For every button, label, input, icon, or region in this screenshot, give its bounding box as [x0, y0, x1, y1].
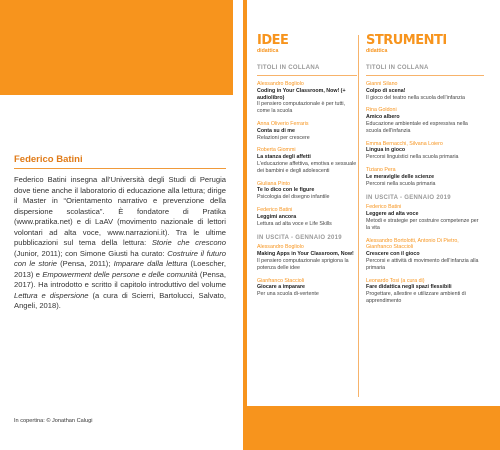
book-subtitle: Percorsi nella scuola primaria	[366, 180, 436, 187]
book-author: Leonardo Tosi (a cura di)	[366, 277, 425, 284]
book-title: Giocare a imparare	[257, 284, 305, 291]
bio-fragment: Storie che crescono	[151, 238, 226, 247]
book-subtitle: L’educazione affettiva, emotiva e sessuale dei bambini e degli adolescenti	[257, 160, 357, 174]
series-subtitle: didattica	[366, 48, 388, 54]
author-divider	[14, 168, 226, 169]
book-subtitle: Metodi e strategie per costruire competenze per la vita	[366, 217, 479, 231]
book-subtitle: Percorsi e attività di movimento dell’infanzia alla primaria	[366, 257, 479, 271]
book-subtitle: Il pensiero computazionale sprigiona la potenza delle idee	[257, 257, 349, 271]
book-entry	[366, 141, 484, 161]
book-author: Gianni Silano	[366, 81, 398, 87]
book-entry	[257, 181, 357, 201]
book-entry	[366, 278, 484, 305]
series-title: STRUMENTI	[366, 33, 447, 48]
orange-panel-top-left	[0, 0, 233, 95]
bio-fragment: (Loescher, 2013) e	[14, 259, 227, 279]
book-entry	[366, 238, 484, 272]
book-title: Crescere con il gioco	[366, 251, 420, 258]
book-subtitle: Educazione ambientale ed espressiva nella scuola dell’infanzia	[366, 120, 468, 134]
book-title: Colpo di scena!	[366, 87, 406, 94]
bio-fragment: (Pensa, 2011);	[57, 259, 114, 268]
strumenti-column	[366, 35, 484, 311]
book-subtitle: Per una scuola di-vertente	[257, 291, 319, 298]
book-entry	[366, 204, 484, 231]
author-bio	[14, 175, 226, 312]
book-entry	[257, 81, 357, 115]
column-divider	[358, 35, 359, 397]
section-heading: TITOLI IN COLLANA	[257, 65, 357, 76]
book-entry	[366, 81, 484, 101]
book-title: La stanza degli affetti	[257, 154, 311, 161]
book-title: Making Apps in Your Classroom, Now!	[257, 251, 354, 258]
book-subtitle: Progettare, allestire e utilizzare ambienti di apprendimento	[366, 291, 466, 304]
book-entry	[257, 207, 357, 227]
bio-fragment: Costruire il futuro con le storie	[14, 248, 226, 268]
book-subtitle: Il gioco del teatro nella scuola dell’infanzia	[366, 94, 465, 101]
book-subtitle: Psicologia del disegno infantile	[257, 194, 330, 201]
book-entry	[366, 167, 484, 187]
series-subtitle: didattica	[257, 48, 279, 54]
book-subtitle: Lettura ad alta voce e Life Skills	[257, 220, 332, 227]
bio-fragment: Imparare dalla lettura	[113, 259, 188, 268]
book-author: Gianfranco Staccioli	[257, 277, 305, 284]
book-entry	[257, 121, 357, 141]
book-entry	[366, 107, 484, 134]
book-author: Roberta Giommi	[257, 147, 296, 154]
book-title: Te lo dico con le figure	[257, 187, 315, 194]
book-author: Alessandro Bogliolo	[257, 244, 304, 251]
book-subtitle: Percorsi linguistici nella scuola primaria	[366, 154, 459, 161]
book-subtitle: Il pensiero computazionale è per tutti, come la scuola	[257, 101, 346, 115]
book-title: Le meraviglie delle scienze	[366, 173, 435, 180]
book-title: Coding in Your Classroom, Now! (+ audiolibro)	[257, 87, 346, 101]
cover-credit: In copertina: © Jonathan Calugi	[14, 418, 93, 424]
bio-fragment: Federico Batini insegna all’Università degli Studi di Perugia dove tiene anche il laboratorio di educazione alla lettura; dirige il Master in “Orientamento narrativo e prevenzione della dispersione scolastica”. È fondatore di Pratika (www.pratika.net) e di LaAV (movimento nazionale di lettori volontari ad alta voce, www.narrazioni.it). Tra le ultime pubblicazioni sul tema della lettura:	[14, 175, 226, 247]
book-author: Tiziano Pera	[366, 166, 396, 173]
section-heading: IN USCITA - GENNAIO 2019	[257, 235, 342, 242]
author-block	[14, 154, 226, 312]
book-author: Rina Goldoni	[366, 107, 397, 114]
bio-fragment: (a cura di Scierri, Bartolucci, Salvato, Angeli, 2018).	[14, 290, 226, 310]
idee-column	[257, 35, 357, 304]
bio-fragment: Empowerment delle persone e delle comunità	[42, 269, 198, 279]
book-title: Lingua in gioco	[366, 147, 406, 154]
section-heading: IN USCITA - GENNAIO 2019	[366, 195, 451, 202]
book-author: Alessandro Bogliolo	[257, 81, 304, 87]
book-author: Alessandro Bortolotti, Antonio Di Pietro, Gianfranco Staccioli	[366, 237, 459, 251]
book-entry	[257, 244, 357, 271]
book-author: Federico Batini	[366, 204, 402, 211]
book-title: Leggere ad alta voce	[366, 211, 419, 218]
author-name: Federico Batini	[14, 154, 83, 165]
book-author: Giuliana Pinto	[257, 180, 290, 187]
book-title: Amico albero	[366, 114, 400, 121]
book-entry	[257, 278, 357, 298]
book-title: Fare didattica negli spazi flessibili	[366, 284, 452, 291]
bio-fragment: Lettura e dispersione	[14, 290, 89, 300]
bio-fragment: (Pensa, 2017). Ha introdotto e scritto il capitolo introduttivo del volume	[14, 269, 227, 289]
section-heading: TITOLI IN COLLANA	[366, 65, 484, 76]
series-title: IDEE	[257, 33, 289, 48]
book-title: Conta su di me	[257, 127, 295, 134]
orange-spine	[243, 0, 247, 450]
book-subtitle: Relazioni per crescere	[257, 134, 310, 141]
bio-fragment: (Junior, 2011); con Simone Giusti ha curato:	[14, 248, 168, 258]
book-entry	[257, 147, 357, 174]
book-author: Emma Bernacchi, Silvana Loiero	[366, 140, 443, 147]
book-title: Leggimi ancora	[257, 213, 297, 220]
book-author: Anna Oliverio Ferraris	[257, 120, 309, 127]
orange-panel-bottom-right	[247, 406, 500, 450]
book-author: Federico Batini	[257, 206, 293, 213]
